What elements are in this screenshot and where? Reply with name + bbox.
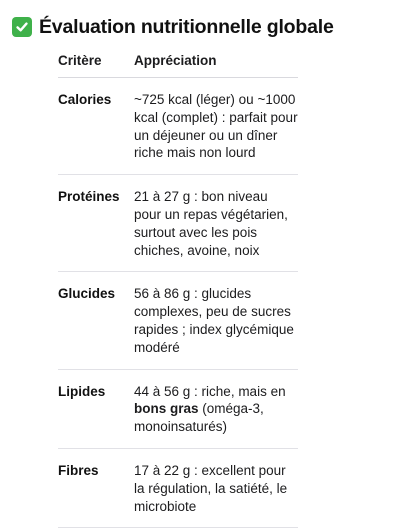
assessment-cell: 56 à 86 g : glucides complexes, peu de sucres rapides ; index glycémique modéré xyxy=(134,272,298,369)
nutrition-table xyxy=(58,53,298,528)
section-heading xyxy=(12,13,388,41)
table-row xyxy=(58,78,298,175)
criterion-cell: Calories xyxy=(58,78,134,175)
section-title: Évaluation nutritionnelle globale xyxy=(39,15,334,38)
check-mark-button-icon xyxy=(12,17,32,37)
assessment-text: (oméga-3, monoinsaturés) xyxy=(134,401,264,435)
assessment-cell: 17 à 22 g : excellent pour la régulation, la satiété, le microbiote xyxy=(134,448,298,527)
table-header-row xyxy=(58,53,298,78)
page xyxy=(0,13,400,512)
column-header-criterion: Critère xyxy=(58,53,134,78)
criterion-cell: Glucides xyxy=(58,272,134,369)
table-row xyxy=(58,175,298,272)
criterion-cell: Protéines xyxy=(58,175,134,272)
table-row xyxy=(58,448,298,527)
assessment-emphasis: bons gras xyxy=(134,401,199,417)
table-row xyxy=(58,272,298,369)
column-header-assessment: Appréciation xyxy=(134,53,298,78)
criterion-cell: Lipides xyxy=(58,369,134,448)
table-row xyxy=(58,369,298,448)
assessment-text: 44 à 56 g : riche, mais en xyxy=(134,383,286,399)
criterion-cell: Fibres xyxy=(58,448,134,527)
assessment-cell: 21 à 27 g : bon niveau pour un repas végétarien, surtout avec les pois chiches, avoine, noix xyxy=(134,175,298,272)
assessment-cell: ~725 kcal (léger) ou ~1000 kcal (complet) : parfait pour un déjeuner ou un dîner riche mais non lourd xyxy=(134,78,298,175)
assessment-cell xyxy=(134,369,298,448)
